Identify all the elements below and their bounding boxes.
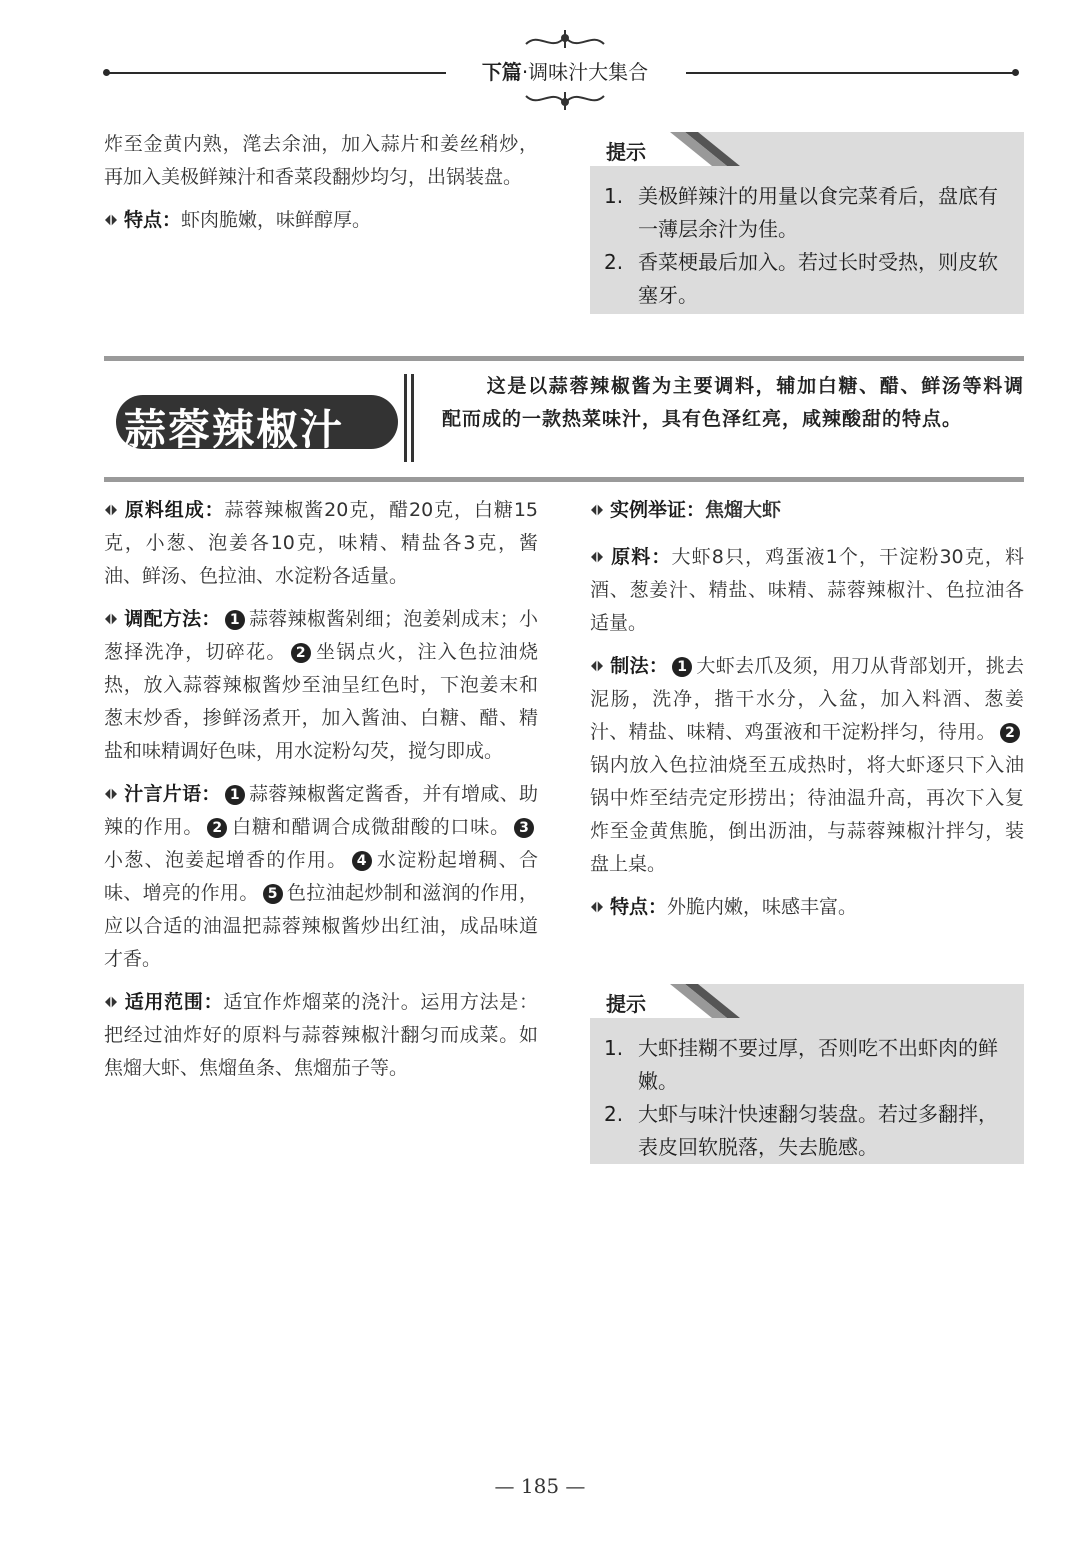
tip-item [604,180,1012,246]
tip-item [604,1032,1012,1098]
section-intro [442,370,1024,436]
right-feature-paragraph [590,891,1024,924]
example-paragraph [590,494,1024,527]
notes-paragraph [104,778,538,976]
method-label: 调配方法： [124,608,221,630]
step-number-badge: 1 [225,610,245,630]
right-column [590,494,1024,934]
notes-label: 汁言片语： [124,783,221,805]
tip-item [604,1098,1012,1164]
tip-list [604,1032,1012,1164]
tip-box-top [590,132,1024,314]
section-band-bottom [104,477,1024,482]
tip-item-text: 美极鲜辣汁的用量以食完菜肴后，盘底有一薄层余汁为佳。 [638,184,998,241]
tip-item-number: 2. [604,1102,624,1126]
tip-item-text: 大虾挂糊不要过厚，否则吃不出虾肉的鲜嫩。 [638,1036,998,1093]
section-band-top [104,356,1024,361]
top-feature-line [104,204,538,237]
header-rule-left [108,72,446,74]
diamond-bullet-icon [104,213,118,227]
ingredients-paragraph [104,494,538,593]
material-label: 原料： [610,546,672,568]
top-ornament [520,28,610,52]
step-number-badge: 3 [514,818,534,838]
notes-step-text: 白糖和醋调合成微甜酸的口味。 [231,816,510,838]
diamond-bullet-icon [104,995,118,1009]
right-feature-text: 外脆内嫩，味感丰富。 [667,896,858,918]
top-feature-label: 特点： [124,209,182,231]
usage-label: 适用范围： [124,991,224,1013]
notes-step-text: 蒜蓉辣椒酱定酱香，并有增咸、助辣的作用。 [104,783,538,838]
bottom-ornament [520,88,610,112]
continued-recipe-text: 炸至金黄内熟，滗去余油，加入蒜片和姜丝稍炒，再加入美极鲜辣汁和香菜段翻炒均匀，出锅装盘。 [104,133,538,188]
diamond-bullet-icon [104,503,118,517]
recipe-paragraph [590,650,1024,881]
material-text: 大虾8只，鸡蛋液1个，干淀粉30克，料酒、葱姜汁、精盐、味精、蒜蓉辣椒汁、色拉油各适量。 [590,546,1024,634]
tip-list [604,180,1012,312]
tip-box-bottom [590,984,1024,1164]
header-rule-dot-right [1012,69,1019,76]
section-intro-text: 这是以蒜蓉辣椒酱为主要调料，辅加白糖、醋、鲜汤等料调配而成的一款热菜味汁，具有色泽红亮，咸辣酸甜的特点。 [442,375,1024,430]
tip-item [604,246,1012,312]
tip-item-number: 1. [604,1036,624,1060]
step-number-badge: 5 [263,884,283,904]
section-title: 蒜蓉辣椒汁 [124,405,345,454]
tip-item-text: 大虾与味汁快速翻匀装盘。若过多翻拌，表皮回软脱落，失去脆感。 [638,1102,998,1159]
usage-text: 适宜作炸熘菜的浇汁。运用方法是：把经过油炸好的原料与蒜蓉辣椒汁翻匀而成菜。如焦熘大虾、焦熘鱼条、焦熘茄子等。 [104,991,538,1079]
example-label: 实例举证： [610,499,706,521]
notes-step-text: 水淀粉起增稠、合味、增亮的作用。 [104,849,538,904]
step-number-badge: 2 [291,643,311,663]
step-number-badge: 4 [352,851,372,871]
ingredients-label: 原料组成： [124,499,225,521]
section-divider-bar [404,374,407,462]
tip-title: 提示 [606,992,646,1016]
left-column [104,494,538,1095]
recipe-label: 制法： [610,655,669,677]
header-part: 下篇 [481,60,522,84]
ingredients-text: 蒜蓉辣椒酱20克，醋20克，白糖15克，小葱、泡姜各10克，味精、精盐各3克，酱油、鲜汤、色拉油、水淀粉各适量。 [104,499,538,587]
tip-item-text: 香菜梗最后加入。若过长时受热，则皮软塞牙。 [638,250,998,307]
method-paragraph [104,603,538,768]
diamond-bullet-icon [590,659,604,673]
diamond-bullet-icon [104,612,118,626]
step-number-badge: 2 [207,818,227,838]
material-paragraph [590,541,1024,640]
method-step-text: 坐锅点火，注入色拉油烧热，放入蒜蓉辣椒酱炒至油呈红色时，下泡姜末和葱末炒香，掺鲜汤煮开，加入酱油、白糖、醋、精盐和味精调好色味，用水淀粉勾芡，搅匀即成。 [104,641,538,762]
example-dish-name: 焦熘大虾 [705,499,782,521]
tip-item-number: 1. [604,184,624,208]
section-divider-bar [411,374,414,462]
recipe-step-text: 锅内放入色拉油烧至五成热时，将大虾逐只下入油锅中炸至结壳定形捞出；待油温升高，再次下入复炸至金黄焦脆，倒出沥油，与蒜蓉辣椒汁拌匀，装盘上桌。 [590,754,1024,875]
tip-title: 提示 [606,140,646,164]
right-feature-label: 特点： [610,896,668,918]
method-step-text: 蒜蓉辣椒酱剁细；泡姜剁成末；小葱择洗净，切碎花。 [104,608,538,663]
top-left-text-block [104,128,538,247]
recipe-step-text: 大虾去爪及须，用刀从背部划开，挑去泥肠，洗净，揩干水分，入盆，加入料酒、葱姜汁、精盐、味精、鸡蛋液和干淀粉拌匀，待用。 [590,655,1024,743]
diamond-bullet-icon [590,900,604,914]
diamond-bullet-icon [590,550,604,564]
header-title-text: 调味汁大集合 [528,60,649,84]
step-number-badge: 1 [672,657,692,677]
page-header-title [455,56,675,85]
top-feature-text: 虾肉脆嫩，味鲜醇厚。 [181,209,372,231]
step-number-badge: 2 [1000,723,1020,743]
step-number-badge: 1 [225,785,245,805]
section-title-ribbon [104,373,400,465]
tip-item-number: 2. [604,250,624,274]
header-rule-right [686,72,1014,74]
notes-step-text: 色拉油起炒制和滋润的作用，应以合适的油温把蒜蓉辣椒酱炒出红油，成品味道才香。 [104,882,538,970]
diamond-bullet-icon [104,787,118,801]
notes-step-text: 小葱、泡姜起增香的作用。 [104,849,348,871]
diamond-bullet-icon [590,503,604,517]
usage-paragraph [104,986,538,1085]
page-number: — 185 — [494,1474,586,1498]
header-separator: · [521,60,529,84]
